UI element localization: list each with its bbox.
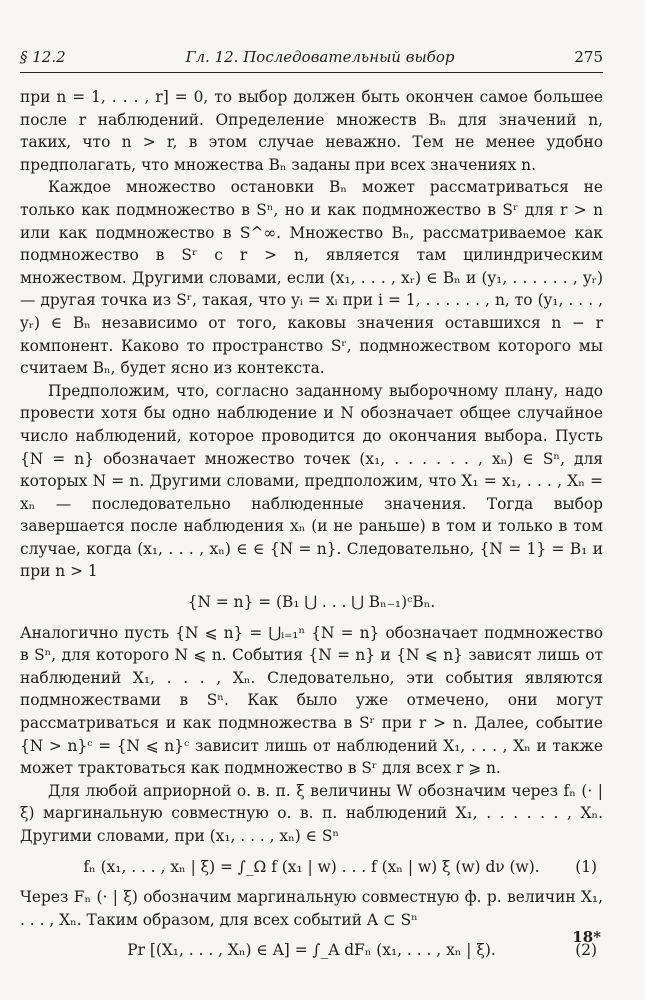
signature-mark: 18* xyxy=(572,928,601,946)
formula-number: (2) xyxy=(575,941,597,960)
header-rule xyxy=(20,72,603,73)
chapter-title: Гл. 12. Последовательный выбор xyxy=(185,48,455,66)
paragraph: Каждое множество остановки Bₙ может рассматриваться не только как подмножество в Sⁿ, но и как подмножество в Sʳ для r > n или как подмножество в S^∞. Множество Bₙ, рассматриваемое как подмножество в Sʳ с r > n, является там цилиндрическим множеством. Другими словами, если (x₁, . . . , xᵣ) ∈ Bₙ и (y₁, . . . . . . , yᵣ) — другая точка из Sʳ, такая, что yᵢ = xᵢ при i = 1, . . . . . . , n, то (y₁, . . . , yᵣ) ∈ Bₙ независимо от того, каковы значения оставшихся n − r компонент. Каково то пространство Sʳ, подмножеством которого мы считаем Bₙ, будет ясно из контекста. xyxy=(20,178,603,378)
formula-1 xyxy=(20,856,603,879)
paragraph: Через Fₙ (· | ξ) обозначим маргинальную совместную ф. р. величин X₁, . . . , Xₙ. Таким образом, для всех событий A ⊂ Sⁿ xyxy=(20,888,603,929)
formula-number: (1) xyxy=(575,857,597,876)
paragraph: Аналогично пусть {N ⩽ n} = ⋃ᵢ₌₁ⁿ {N = n} обозначает подмножество в Sⁿ, для которого N ⩽ n. События {N = n} и {N ⩽ n} зависят лишь от наблюдений X₁, . . . , Xₙ. Следовательно, эти события являются подмножествами в Sⁿ. Как было уже отмечено, они могут рассматриваться и как подмножества в Sʳ при r > n. Далее, событие {N > n}ᶜ = {N ⩽ n}ᶜ зависит лишь от наблюдений X₁, . . . , Xₙ и также может трактоваться как подмножество в Sʳ для всех r ⩾ n. xyxy=(20,623,603,778)
formula-2 xyxy=(20,939,603,962)
formula-text: {N = n} = (B₁ ⋃ . . . ⋃ Bₙ₋₁)ᶜBₙ. xyxy=(187,593,436,612)
page-number: 275 xyxy=(574,48,603,66)
paragraph: Для любой априорной о. в. п. ξ величины W обозначим через fₙ (· | ξ) маргинальную совместную о. в. п. наблюдений X₁, . . . . . . , Xₙ. Другими словами, при (x₁, . . . , xₙ) ∈ Sⁿ xyxy=(20,781,603,845)
page-body xyxy=(20,86,603,970)
formula-text: Pr [(X₁, . . . , Xₙ) ∈ A] = ∫_A dFₙ (x₁, . . . , xₙ | ξ). xyxy=(127,941,496,960)
paragraph: Предположим, что, согласно заданному выборочному плану, надо провести хотя бы одно наблюдение и N обозначает общее случайное число наблюдений, которое проводится до окончания выбора. Пусть {N = n} обозначает множество точек (x₁, . . . . . . , xₙ) ∈ Sⁿ, для которых N = n. Другими словами, предположим, что X₁ = x₁, . . . , Xₙ = xₙ — последовательно наблюденные значения. Тогда выбор завершается после наблюдения xₙ (и не раньше) в том и только в том случае, когда (x₁, . . . , xₙ) ∈ ∈ {N = n}. Следовательно, {N = 1} = B₁ и при n > 1 xyxy=(20,381,603,581)
section-number: § 12.2 xyxy=(20,48,66,66)
formula-text: fₙ (x₁, . . . , xₙ | ξ) = ∫_Ω f (x₁ | w) . . . f (xₙ | w) ξ (w) dν (w). xyxy=(83,857,540,876)
running-header xyxy=(20,48,603,66)
formula-N-equals-n xyxy=(20,591,603,614)
paragraph: при n = 1, . . . , r] = 0, то выбор должен быть окончен самое большее после r наблюдений. Определение множеств Bₙ для значений n, таких, что n > r, в этом случае неважно. Тем не менее удобно предполагать, что множества Bₙ заданы при всех значениях n. xyxy=(20,88,603,174)
